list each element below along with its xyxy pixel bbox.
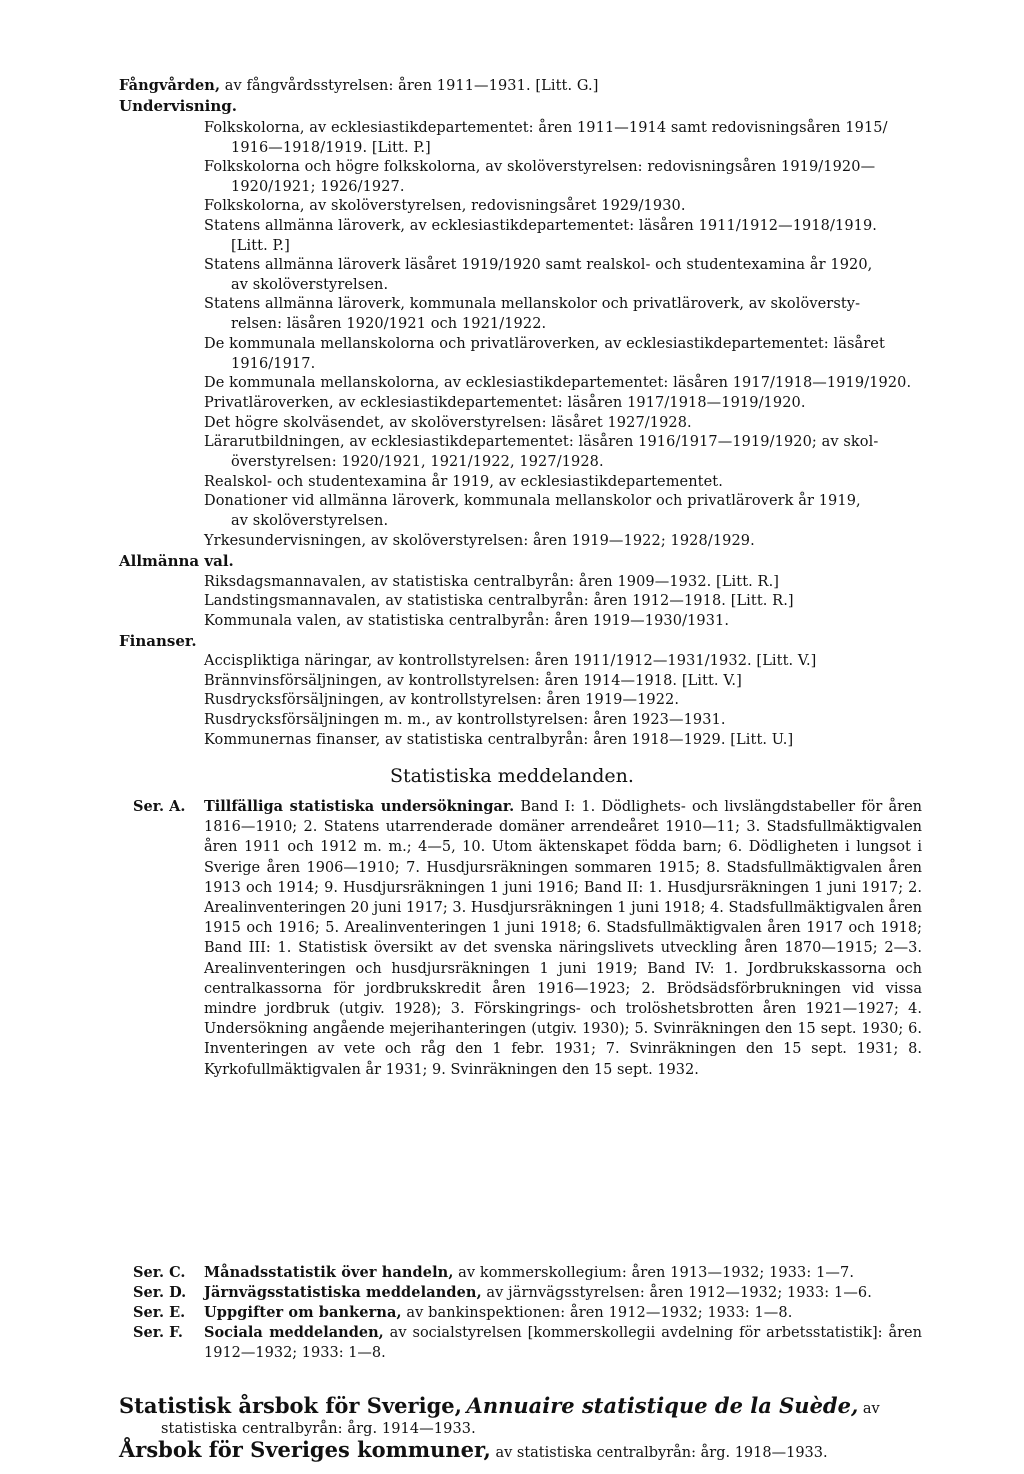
arsbok-line-1 [119, 1394, 880, 1421]
undervisning-item-2-line-1: Folkskolorna och högre folkskolorna, av skolöverstyrelsen: redovisningsåren 1919/1920— [204, 159, 876, 175]
val-item-3: Kommunala valen, av statistiska centralbyrån: åren 1919—1930/1931. [204, 613, 730, 629]
undervisning-item-2-line-2: 1920/1921; 1926/1927. [231, 179, 405, 195]
fangvarden-text: av fångvårdsstyrelsen: åren 1911—1931. [Litt. G.] [220, 78, 599, 94]
undervisning-item-1-line-1: Folkskolorna, av ecklesiastikdepartementet: åren 1911—1914 samt redovisningsåren 1915/ [204, 120, 888, 136]
undervisning-item-12: Realskol- och studentexamina år 1919, av ecklesiastikdepartementet. [204, 474, 723, 490]
fangvarden-line [119, 76, 599, 96]
finanser-item-5: Kommunernas finanser, av statistiska centralbyrån: åren 1918—1929. [Litt. U.] [204, 732, 794, 748]
fangvarden-title: Fångvården, [119, 77, 221, 94]
undervisning-title: Undervisning. [119, 97, 238, 115]
series-a-title: Tillfälliga statistiska undersökningar. [204, 798, 515, 815]
series-c-title: Månadsstatistik över handeln, [204, 1264, 454, 1281]
val-item-2: Landstingsmannavalen, av statistiska centralbyrån: åren 1912—1918. [Litt. R.] [204, 593, 794, 609]
series-d-text: av järnvägsstyrelsen: åren 1912—1932; 1933: 1—6. [481, 1285, 872, 1301]
arsbok-line-2: statistiska centralbyrån: årg. 1914—1933. [161, 1421, 476, 1437]
series-a-label: Ser. A. [133, 798, 186, 815]
undervisning-item-5-line-2: av skolöverstyrelsen. [231, 277, 389, 293]
allmanna-val-title: Allmänna val. [119, 552, 234, 570]
series-d-entry [204, 1283, 872, 1303]
arsbok-title: Statistisk årsbok för Sverige, [119, 1393, 462, 1418]
finanser-title: Finanser. [119, 632, 197, 650]
undervisning-item-9: Privatläroverken, av ecklesiastikdepartementet: läsåren 1917/1918—1919/1920. [204, 395, 806, 411]
series-f-title: Sociala meddelanden, [204, 1324, 384, 1341]
undervisning-item-6-line-1: Statens allmänna läroverk, kommunala mellanskolor och privatläroverk, av skolöversty- [204, 296, 861, 312]
undervisning-item-6-line-2: relsen: läsåren 1920/1921 och 1921/1922. [231, 316, 547, 332]
kommuner-text: av statistiska centralbyrån: årg. 1918—1933. [490, 1445, 828, 1461]
finanser-item-3: Rusdrycksförsäljningen, av kontrollstyrelsen: åren 1919—1922. [204, 692, 680, 708]
series-c-label: Ser. C. [133, 1264, 186, 1281]
finanser-item-1: Accispliktiga näringar, av kontrollstyrelsen: åren 1911/1912—1931/1932. [Litt. V.] [204, 653, 817, 669]
series-c-text: av kommerskollegium: åren 1913—1932; 1933: 1—7. [453, 1265, 855, 1281]
series-f-entry [204, 1323, 922, 1363]
undervisning-item-10: Det högre skolväsendet, av skolöverstyrelsen: läsåret 1927/1928. [204, 415, 692, 431]
finanser-item-2: Brännvinsförsäljningen, av kontrollstyrelsen: åren 1914—1918. [Litt. V.] [204, 673, 742, 689]
kommuner-line [119, 1438, 828, 1465]
meddelanden-heading: Statistiska meddelanden. [390, 765, 634, 787]
undervisning-item-11-line-1: Lärarutbildningen, av ecklesiastikdepartementet: läsåren 1916/1917—1919/1920; av skol- [204, 434, 879, 450]
series-d-title: Järnvägsstatistiska meddelanden, [204, 1284, 482, 1301]
undervisning-item-4-line-2: [Litt. P.] [231, 238, 290, 254]
series-a-text: Band I: 1. Dödlighets- och livslängdstabeller för åren 1816—1910; 2. Statens utarrenderade domäner arrendeåret 1910—11; 3. Stadsfullmäktigvalen åren 1911 och 1912 m. m.; 4—5, 10. Utom äktenskapet födda barn; 6. Dödligheten i lungsot i Sverige åren 1906—1910; 7. Husdjursräkningen sommaren 1915; 8. Stadsfullmäktigvalen åren 1913 och 1914; 9. Husdjursräkningen 1 juni 1916; Band II: 1. Husdjursräkningen 1 juni 1917; 2. Arealinventeringen 20 juni 1917; 3. Husdjursräkningen 1 juni 1918; 4. Stadsfullmäktigvalen åren 1915 och 1916; 5. Arealinventeringen 1 juni 1918; 6. Stadsfullmäktigvalen åren 1917 och 1918; Band III: 1. Statistisk översikt av det svenska näringslivets utveckling åren 1870—1915; 2—3. Arealinventeringen och husdjursräkningen 1 juni 1919; Band IV: 1. Jordbrukskassorna och centralkassorna för jordbrukskredit åren 1916—1923; 2. Brödsädsförbrukningen vid vissa mindre jordbruk (utgiv. 1928); 3. Förskingrings- och trolöshetsbrotten åren 1921—1927; 4. Undersökning angående mejerihanteringen (utgiv. 1930); 5. Svinräkningen den 15 sept. 1930; 6. Inventeringen av vete och råg den 1 febr. 1931; 7. Svinräkningen den 15 sept. 1931; 8. Kyrkofullmäktigvalen år 1931; 9. Svinräkningen den 15 sept. 1932. [204, 799, 922, 1078]
undervisning-item-8: De kommunala mellanskolorna, av ecklesiastikdepartementet: läsåren 1917/1918—1919/1920. [204, 375, 912, 391]
arsbok-suffix: av [862, 1401, 880, 1417]
val-item-1: Riksdagsmannavalen, av statistiska centralbyrån: åren 1909—1932. [Litt. R.] [204, 574, 780, 590]
finanser-item-4: Rusdrycksförsäljningen m. m., av kontrollstyrelsen: åren 1923—1931. [204, 712, 726, 728]
undervisning-item-7-line-2: 1916/1917. [231, 356, 316, 372]
series-a-entry [204, 797, 922, 1080]
arsbok-title-french: Annuaire statistique de la Suède, [466, 1393, 859, 1418]
series-e-label: Ser. E. [133, 1304, 186, 1321]
undervisning-item-5-line-1: Statens allmänna läroverk läsåret 1919/1920 samt realskol- och studentexamina år 1920, [204, 257, 873, 273]
undervisning-item-13-line-1: Donationer vid allmänna läroverk, kommunala mellanskolor och privatläroverk år 1919, [204, 493, 861, 509]
undervisning-item-14: Yrkesundervisningen, av skolöverstyrelsen: åren 1919—1922; 1928/1929. [204, 533, 755, 549]
series-f-label: Ser. F. [133, 1324, 183, 1341]
series-e-text: av bankinspektionen: åren 1912—1932; 1933: 1—8. [401, 1305, 793, 1321]
series-c-entry [204, 1263, 854, 1283]
kommuner-title: Årsbok för Sveriges kommuner, [119, 1437, 491, 1462]
undervisning-item-11-line-2: överstyrelsen: 1920/1921, 1921/1922, 1927/1928. [231, 454, 604, 470]
series-f-text: av socialstyrelsen [kommerskollegii avdelning för arbetsstatistik]: åren 1912—1932; 1933: 1—8. [204, 1325, 922, 1362]
series-d-label: Ser. D. [133, 1284, 187, 1301]
series-e-title: Uppgifter om bankerna, [204, 1304, 402, 1321]
undervisning-item-4-line-1: Statens allmänna läroverk, av ecklesiastikdepartementet: läsåren 1911/1912—1918/1919. [204, 218, 878, 234]
undervisning-item-7-line-1: De kommunala mellanskolorna och privatläroverken, av ecklesiastikdepartementet: läsåret [204, 336, 885, 352]
undervisning-item-13-line-2: av skolöverstyrelsen. [231, 513, 389, 529]
undervisning-item-3: Folkskolorna, av skolöverstyrelsen, redovisningsåret 1929/1930. [204, 198, 686, 214]
series-e-entry [204, 1303, 792, 1323]
undervisning-item-1-line-2: 1916—1918/1919. [Litt. P.] [231, 140, 431, 156]
